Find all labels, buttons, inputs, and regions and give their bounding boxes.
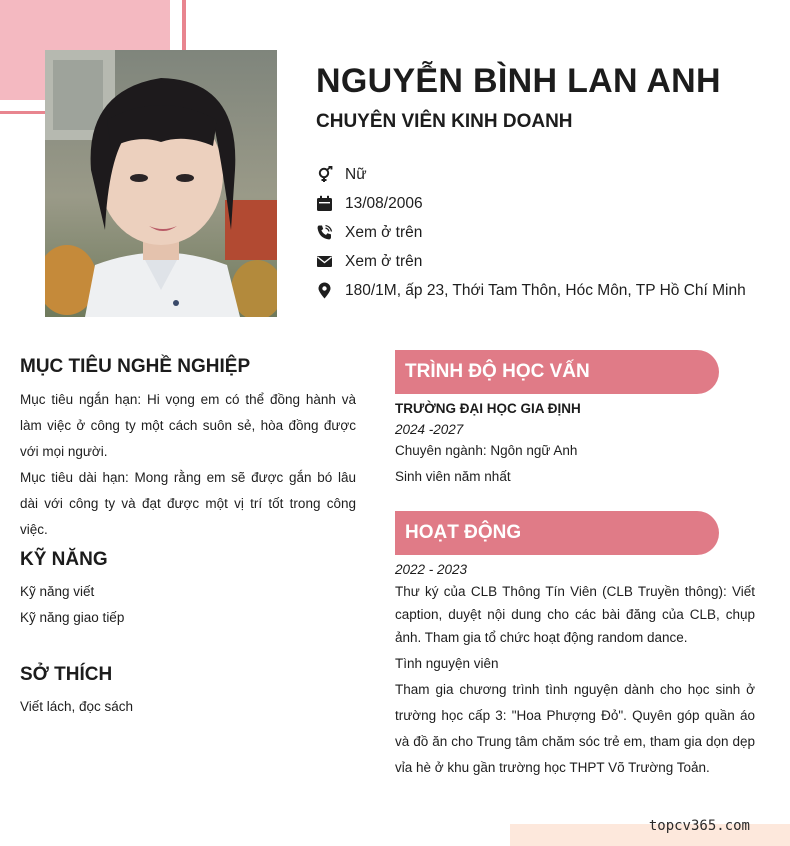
hobbies-text: Viết lách, đọc sách [20,699,134,714]
skills-title: KỸ NĂNG [20,549,108,570]
hobbies-section [20,664,356,720]
education-section [395,401,755,490]
gender-value: Nữ [345,165,367,183]
profile-photo [45,50,277,317]
volunteer-activity: Tham gia chương trình tình nguyện dành cho học sinh ở trường học cấp 3: "Hoa Phượng Đỏ". Quyên góp quần áo và đồ ăn cho Trung tâm chăm sóc trẻ em, tham gia dọn dẹp vỉa hè ở khu gần trường học THPT Võ Trường Toản. [395,682,755,775]
phone-icon [316,224,333,241]
education-status: Sinh viên năm nhất [395,469,511,484]
skill-item: Kỹ năng giao tiếp [20,610,125,625]
gender-icon [316,166,333,183]
hobbies-title: SỞ THÍCH [20,664,113,685]
envelope-icon [316,253,333,270]
info-email [316,247,746,276]
watermark: topcv365.com [648,818,750,834]
info-phone [316,218,746,247]
short-term-goal: Mục tiêu ngắn hạn: Hi vọng em có thể đồng hành và làm việc ở công ty một cách suôn sẻ, hòa đồng được với mọi người. [20,392,356,459]
education-header [395,350,719,394]
school-name: TRƯỜNG ĐẠI HỌC GIA ĐỊNH [395,401,581,416]
job-title: CHUYÊN VIÊN KINH DOANH [316,111,573,132]
info-address [316,276,746,305]
personal-info [316,160,746,305]
career-goal-title: MỤC TIÊU NGHỀ NGHIỆP [20,356,251,377]
calendar-icon [316,195,333,212]
candidate-name: NGUYỄN BÌNH LAN ANH [316,62,721,100]
club-activity: Thư ký của CLB Thông Tín Viên (CLB Truyền thông): Viết caption, duyệt nội dung cho các bài đăng của CLB, chụp ảnh. Tham gia tổ chức hoạt động random dance. [395,584,755,645]
email-value: Xem ở trên [345,252,423,270]
info-birthday [316,189,746,218]
activities-period: 2022 - 2023 [395,562,468,577]
birthday-value: 13/08/2006 [345,194,423,212]
activities-header [395,511,719,555]
phone-value: Xem ở trên [345,223,423,241]
education-major: Chuyên ngành: Ngôn ngữ Anh [395,443,578,458]
info-gender [316,160,746,189]
activities-title: HOẠT ĐỘNG [405,522,522,543]
skills-section [20,549,356,631]
long-term-goal: Mục tiêu dài hạn: Mong rằng em sẽ được gắn bó lâu dài với công ty và đạt được một vị trí tốt trong công việc. [20,470,356,537]
map-pin-icon [316,282,333,299]
address-value: 180/1M, ấp 23, Thới Tam Thôn, Hóc Môn, TP Hồ Chí Minh [345,281,746,299]
education-title: TRÌNH ĐỘ HỌC VẤN [405,361,590,382]
activities-section [395,562,755,781]
career-goal-section [20,356,356,543]
volunteer-title: Tình nguyện viên [395,656,499,671]
skill-item: Kỹ năng viết [20,584,95,599]
education-period: 2024 -2027 [395,422,464,437]
